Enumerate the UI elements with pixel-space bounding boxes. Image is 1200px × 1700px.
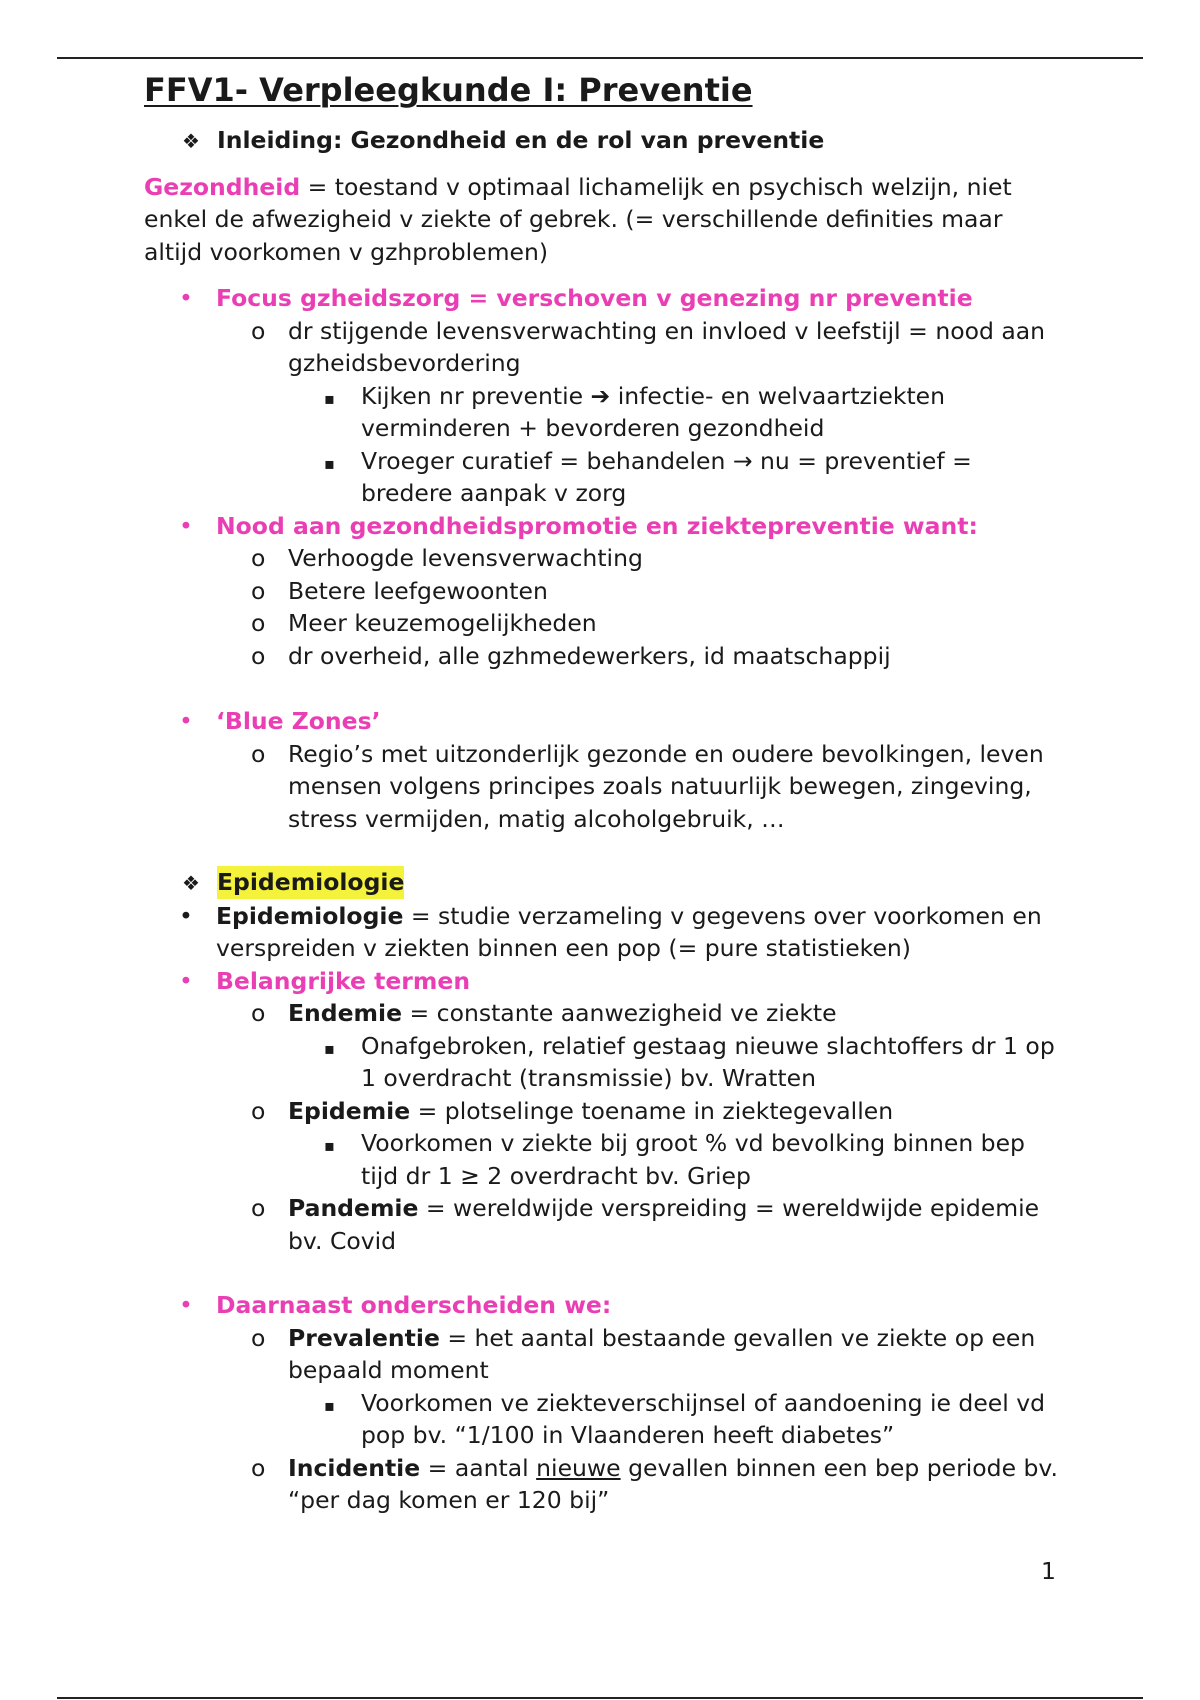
bullet-dot-icon: • bbox=[179, 966, 193, 995]
incidentie-text-a: = aantal bbox=[420, 1453, 537, 1482]
list-item-blue-zones bbox=[179, 705, 1064, 738]
bullet-circle-icon: o bbox=[251, 1194, 266, 1222]
bullet-circle-icon: o bbox=[251, 641, 266, 670]
list-item-need-sub bbox=[251, 575, 1064, 608]
term-endemie: Endemie bbox=[288, 999, 403, 1027]
list-item-prevalentie-detail bbox=[324, 1387, 1064, 1452]
list-item-terms bbox=[179, 965, 1064, 998]
bullet-square-icon: ▪ bbox=[324, 1136, 335, 1155]
prevalentie-definition bbox=[288, 1322, 1064, 1387]
incidentie-underlined: nieuwe bbox=[536, 1453, 621, 1482]
bullet-circle-icon: o bbox=[251, 739, 266, 768]
list-item-need-sub bbox=[251, 542, 1064, 575]
section-heading-intro-text: Inleiding: Gezondheid en de rol van preventie bbox=[217, 126, 825, 154]
bullet-circle-icon: o bbox=[251, 316, 266, 345]
list-item-need-sub bbox=[251, 607, 1064, 640]
epi-definition bbox=[216, 900, 1064, 965]
blue-zones-text: Regio’s met uitzonderlijk gezonde en oudere bevolkingen, leven mensen volgens principes zoals natuurlijk bewegen, zingeving, stress vermijden, matig alcoholgebruik, … bbox=[288, 739, 1044, 833]
list-item-blue-zones-sub bbox=[251, 738, 1064, 836]
focus-sub-text: dr stijgende levensverwachting en invloed v leefstijl = nood aan gzheidsbevordering bbox=[288, 316, 1046, 377]
epidemie-definition bbox=[288, 1095, 893, 1128]
also-label: Daarnaast onderscheiden we: bbox=[216, 1291, 612, 1319]
epidemie-text: = plotselinge toename in ziektegevallen bbox=[410, 1096, 894, 1125]
definition-gezondheid-text: = toestand v optimaal lichamelijk en psychisch welzijn, niet enkel de afwezigheid v ziekte of gebrek. (= verschillende definities maar altijd voorkomen v gzhproblemen) bbox=[144, 172, 1012, 266]
list-item-endemie-detail bbox=[324, 1030, 1064, 1095]
bullet-dot-icon: • bbox=[179, 707, 193, 735]
list-item-pandemie bbox=[251, 1192, 1064, 1257]
page-number: 1 bbox=[1041, 1557, 1056, 1585]
term-prevalentie: Prevalentie bbox=[288, 1323, 440, 1352]
need-item-text: Betere leefgewoonten bbox=[288, 576, 548, 605]
bullet-circle-icon: o bbox=[251, 999, 266, 1027]
epidemie-detail: Voorkomen v ziekte bij groot % vd bevolking binnen bep tijd dr 1 ≥ 2 overdracht bv. Griep bbox=[361, 1129, 1025, 1190]
list-item-also bbox=[179, 1289, 1064, 1322]
endemie-detail: Onafgebroken, relatief gestaag nieuwe slachtoffers dr 1 op 1 overdracht (transmissie) bv. Wratten bbox=[361, 1031, 1055, 1092]
term-epidemie: Epidemie bbox=[288, 1096, 411, 1125]
footer-rule bbox=[57, 1697, 1143, 1699]
bullet-circle-icon: o bbox=[251, 544, 266, 572]
blue-zones-label: ‘Blue Zones’ bbox=[216, 707, 381, 735]
incidentie-definition bbox=[288, 1452, 1064, 1517]
epi-definition-text: = studie verzameling v gegevens over voorkomen en verspreiden v ziekten binnen een pop (= pure statistieken) bbox=[216, 901, 1042, 962]
list-item-incidentie bbox=[251, 1452, 1064, 1517]
need-label: Nood aan gezondheidspromotie en ziektepreventie want: bbox=[216, 511, 978, 540]
document-title: FFV1- Verpleegkunde I: Preventie bbox=[144, 71, 753, 109]
term-pandemie: Pandemie bbox=[288, 1194, 419, 1222]
list-item-epidemie-detail bbox=[324, 1127, 1064, 1192]
section-heading-epidemiologie-text: Epidemiologie bbox=[217, 866, 404, 899]
bullet-dot-icon: • bbox=[179, 511, 193, 540]
focus-point-text: Kijken nr preventie ➔ infectie- en welvaartziekten verminderen + bevorderen gezondheid bbox=[361, 381, 946, 442]
term-gezondheid: Gezondheid bbox=[144, 172, 301, 201]
bullet-circle-icon: o bbox=[251, 1453, 266, 1482]
incidentie-text-b: gevallen binnen een bep periode bv. “per dag komen er 120 bij” bbox=[288, 1453, 1058, 1514]
need-item-text: dr overheid, alle gzhmedewerkers, id maatschappij bbox=[288, 641, 891, 670]
pandemie-text: = wereldwijde verspreiding = wereldwijde epidemie bv. Covid bbox=[288, 1194, 1040, 1255]
terms-label: Belangrijke termen bbox=[216, 966, 471, 995]
bullet-square-icon: ▪ bbox=[324, 453, 335, 473]
endemie-definition bbox=[288, 997, 837, 1030]
list-item-epidemie bbox=[251, 1095, 1064, 1128]
bullet-circle-icon: o bbox=[251, 1323, 266, 1352]
bullet-square-icon: ▪ bbox=[324, 1038, 335, 1058]
list-item-prevalentie bbox=[251, 1322, 1064, 1387]
page-content bbox=[144, 70, 1064, 1517]
section-heading-epidemiologie bbox=[182, 866, 1064, 900]
diamond-bullet-icon: ❖ bbox=[182, 871, 200, 895]
list-item-need-sub bbox=[251, 640, 1064, 673]
list-item-epi-definition bbox=[179, 900, 1064, 965]
diamond-bullet-icon: ❖ bbox=[182, 129, 200, 153]
bullet-dot-icon: • bbox=[179, 1291, 193, 1319]
definition-gezondheid bbox=[144, 171, 1064, 269]
list-item-focus-sub bbox=[251, 315, 1064, 380]
bullet-dot-icon: • bbox=[179, 284, 193, 312]
term-incidentie: Incidentie bbox=[288, 1453, 421, 1482]
need-item-text: Meer keuzemogelijkheden bbox=[288, 609, 597, 637]
endemie-text: = constante aanwezigheid ve ziekte bbox=[402, 999, 837, 1027]
need-item-text: Verhoogde levensverwachting bbox=[288, 544, 643, 572]
list-item-focus-point bbox=[324, 380, 1064, 445]
bullet-circle-icon: o bbox=[251, 609, 266, 637]
term-epidemiologie: Epidemiologie bbox=[216, 901, 404, 930]
focus-point-text: Vroeger curatief = behandelen → nu = preventief = bredere aanpak v zorg bbox=[361, 446, 972, 507]
focus-label: Focus gzheidszorg = verschoven v genezing nr preventie bbox=[216, 284, 973, 312]
bullet-circle-icon: o bbox=[251, 1096, 266, 1125]
list-item-focus-point bbox=[324, 445, 1064, 510]
bullet-square-icon: ▪ bbox=[324, 1395, 335, 1415]
bullet-circle-icon: o bbox=[251, 576, 266, 605]
pandemie-definition bbox=[288, 1192, 1064, 1257]
list-item-need bbox=[179, 510, 1064, 543]
list-item-focus bbox=[179, 282, 1064, 315]
section-heading-intro bbox=[182, 124, 1064, 158]
list-item-endemie bbox=[251, 997, 1064, 1030]
prevalentie-text: = het aantal bestaande gevallen ve ziekte op een bepaald moment bbox=[288, 1323, 1036, 1384]
prevalentie-detail: Voorkomen ve ziekteverschijnsel of aandoening ie deel vd pop bv. “1/100 in Vlaanderen heeft diabetes” bbox=[361, 1388, 1046, 1449]
bullet-square-icon: ▪ bbox=[324, 388, 335, 408]
bullet-dot-icon: • bbox=[179, 901, 193, 930]
header-rule bbox=[57, 57, 1143, 59]
